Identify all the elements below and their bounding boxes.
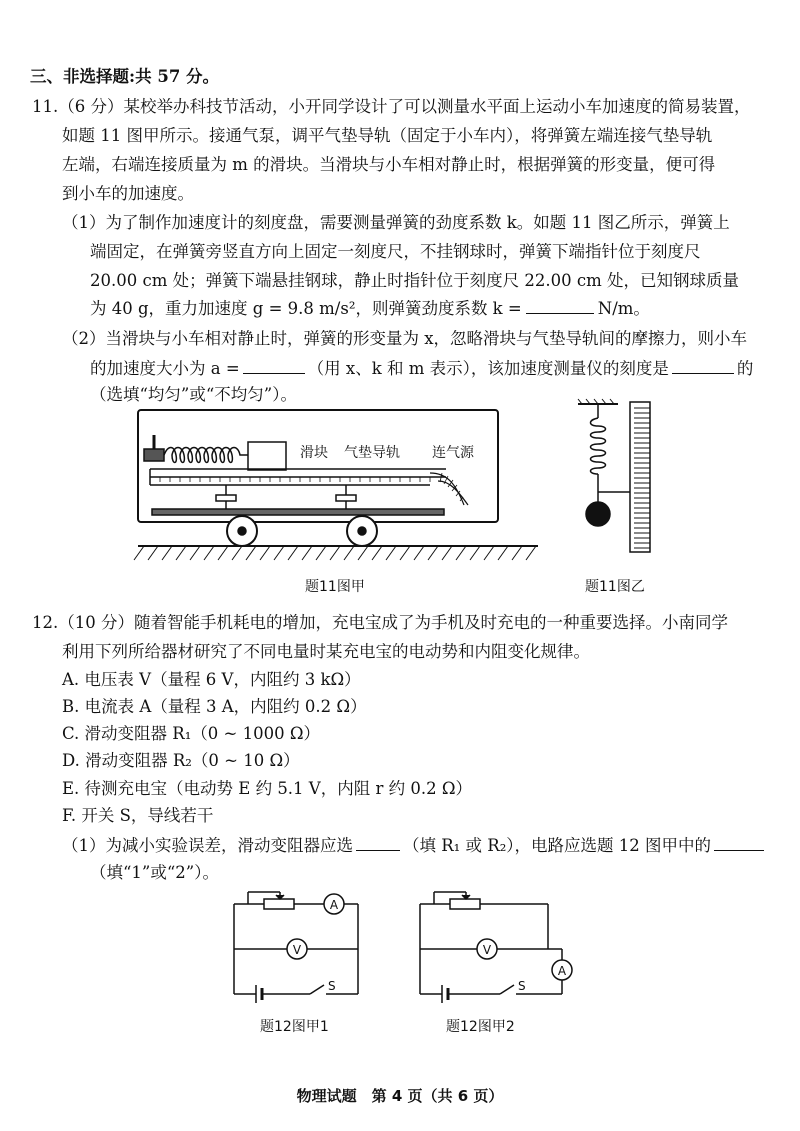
q11-part2-text-b: （用 x、k 和 m 表示），该加速度测量仪的刻度是 bbox=[307, 359, 669, 378]
q11-part1-line-4 bbox=[90, 297, 650, 320]
q12-option-a: A. 电压表 V（量程 6 V，内阻约 3 kΩ） bbox=[62, 670, 361, 689]
fig12-2-caption: 题12图甲2 bbox=[446, 1019, 515, 1035]
q11-part1-text-b: N/m。 bbox=[597, 299, 650, 318]
fig11-jia-caption: 题11图甲 bbox=[305, 579, 365, 595]
section-header: 三、非选择题:共 57 分。 bbox=[30, 67, 220, 86]
fig12-1-switch-label: S bbox=[328, 979, 336, 993]
fig12-1-ammeter-label: A bbox=[329, 898, 339, 912]
q11-stem-line-4: 到小车的加速度。 bbox=[62, 184, 194, 203]
fig12-2-switch-label: S bbox=[518, 979, 526, 993]
q11-part2-line-3: （选填“均匀”或“不均匀”）。 bbox=[90, 385, 297, 404]
q12-rheostat-answer-blank[interactable] bbox=[356, 834, 400, 851]
q11-stem-line-1: 11.（6 分）某校举办科技节活动，小开同学设计了可以测量水平面上运动小车加速度的简易装置， bbox=[32, 97, 751, 116]
q12-stem-line-1: 12.（10 分）随着智能手机耗电的增加，充电宝成了为手机及时充电的一种重要选择。小南同学 bbox=[32, 613, 728, 632]
q11-part2-line-2 bbox=[90, 357, 753, 380]
q11-part2-text-a: 的加速度大小为 a = bbox=[90, 359, 240, 378]
q11-part2-line-1: （2）当滑块与小车相对静止时，弹簧的形变量为 x，忽略滑块与气垫导轨间的摩擦力，则小车 bbox=[62, 329, 748, 348]
q11-part1-line-3: 20.00 cm 处；弹簧下端悬挂钢球，静止时指针位于刻度尺 22.00 cm 处，已知钢球质量 bbox=[90, 271, 739, 290]
fig12-circuit-2 bbox=[414, 888, 574, 1008]
q12-part1-line-1 bbox=[62, 834, 767, 857]
fig11-yi-caption: 题11图乙 bbox=[585, 579, 645, 595]
q12-part1-line-2: （填“1”或“2”）。 bbox=[90, 863, 219, 882]
q12-circuit-answer-blank[interactable] bbox=[714, 834, 764, 851]
q11-a-answer-blank[interactable] bbox=[243, 357, 305, 374]
fig12-1-voltmeter-label: V bbox=[292, 943, 302, 957]
q12-option-e: E. 待测充电宝（电动势 E 约 5.1 V，内阻 r 约 0.2 Ω） bbox=[62, 779, 473, 798]
q12-option-c: C. 滑动变阻器 R₁（0 ~ 1000 Ω） bbox=[62, 724, 321, 743]
q12-part1-text-a: （1）为减小实验误差，滑动变阻器应选 bbox=[62, 836, 353, 855]
fig11-jia-diagram bbox=[130, 405, 550, 570]
q11-part1-line-1: （1）为了制作加速度计的刻度盘，需要测量弹簧的劲度系数 k。如题 11 图乙所示，弹簧上 bbox=[62, 213, 730, 232]
q11-part1-text-a: 为 40 g，重力加速度 g = 9.8 m/s²，则弹簧劲度系数 k = bbox=[90, 299, 522, 318]
fig12-2-ammeter-label: A bbox=[557, 964, 567, 978]
q11-k-answer-blank[interactable] bbox=[526, 297, 594, 314]
q12-stem-line-2: 利用下列所给器材研究了不同电量时某充电宝的电动势和内阻变化规律。 bbox=[62, 642, 590, 661]
page-footer: 物理试题 第 4 页（共 6 页） bbox=[296, 1087, 504, 1105]
q12-option-d: D. 滑动变阻器 R₂（0 ~ 10 Ω） bbox=[62, 751, 300, 770]
q11-stem-line-3: 左端，右端连接质量为 m 的滑块。当滑块与小车相对静止时，根据弹簧的形变量，便可得 bbox=[62, 155, 716, 174]
q12-option-b: B. 电流表 A（量程 3 A，内阻约 0.2 Ω） bbox=[62, 697, 367, 716]
fig11-yi-diagram bbox=[568, 398, 658, 563]
q12-option-f: F. 开关 S，导线若干 bbox=[62, 806, 214, 825]
fig12-circuit-1 bbox=[228, 888, 368, 1008]
fig11-air-source-label: 连气源 bbox=[432, 445, 474, 461]
q11-scale-answer-blank[interactable] bbox=[672, 357, 734, 374]
fig12-2-voltmeter-label: V bbox=[482, 943, 492, 957]
q11-stem-line-2: 如题 11 图甲所示。接通气泵，调平气垫导轨（固定于小车内），将弹簧左端连接气垫导轨 bbox=[62, 126, 713, 145]
fig12-1-caption: 题12图甲1 bbox=[260, 1019, 329, 1035]
q11-part1-line-2: 端固定，在弹簧旁竖直方向上固定一刻度尺，不挂钢球时，弹簧下端指针位于刻度尺 bbox=[90, 242, 701, 261]
fig11-rail-label: 气垫导轨 bbox=[344, 445, 400, 461]
fig11-slider-label: 滑块 bbox=[300, 445, 328, 461]
q11-part2-text-c: 的 bbox=[736, 359, 754, 378]
q12-part1-text-b: （填 R₁ 或 R₂），电路应选题 12 图甲中的 bbox=[403, 836, 712, 855]
